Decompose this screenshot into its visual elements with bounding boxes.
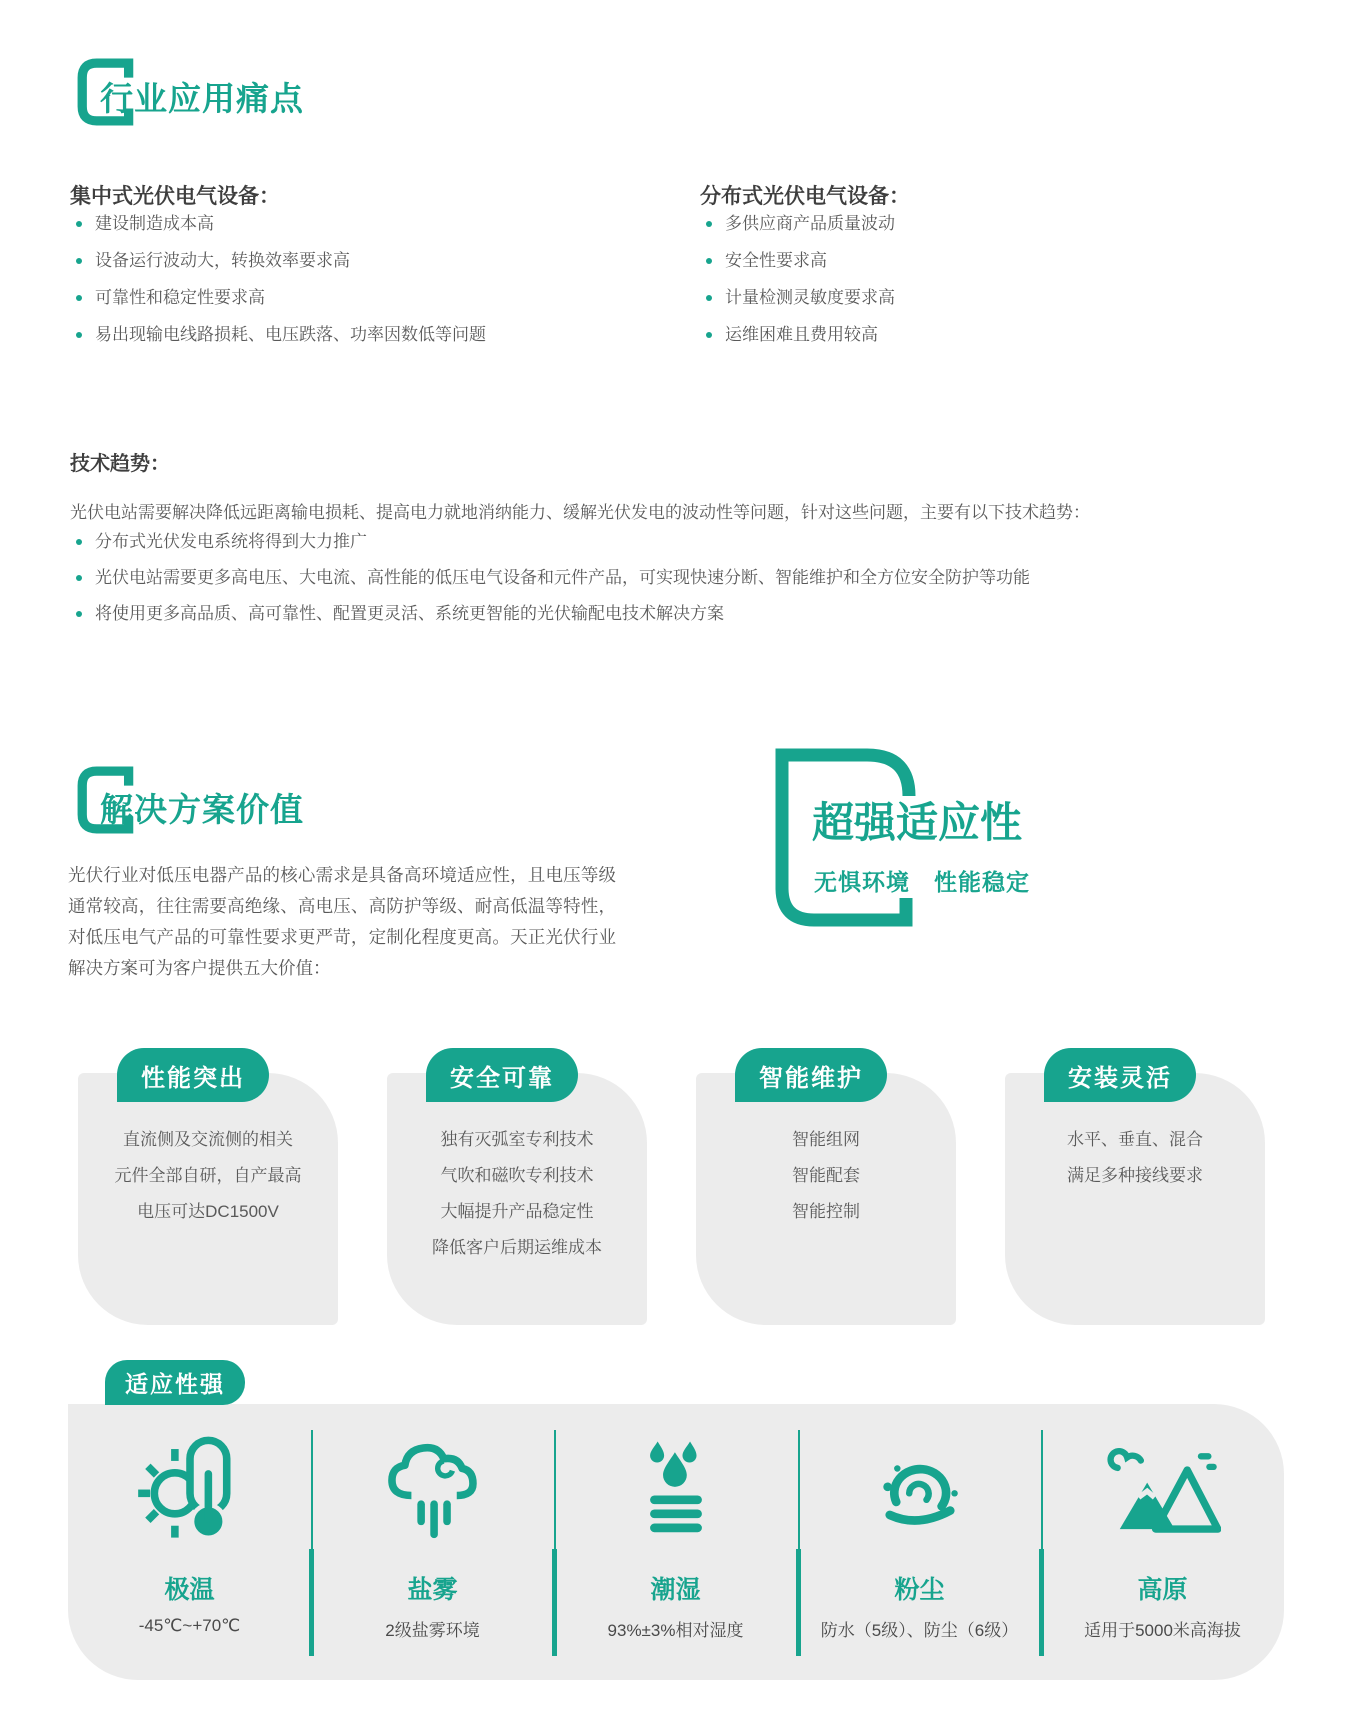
list-item-text: 运维困难且费用较高: [725, 325, 878, 344]
list-item: [70, 569, 1030, 587]
distributed-pv-heading: 分布式光伏电气设备：: [700, 185, 910, 208]
adaptability-item: [798, 1404, 1041, 1641]
list-item: [70, 533, 1030, 551]
bullet-dot: [76, 221, 82, 227]
value-card-badge: 智能维护: [735, 1048, 887, 1102]
adaptability-title: 高原: [1137, 1576, 1188, 1604]
value-card: [1005, 1073, 1265, 1325]
list-item-text: 分布式光伏发电系统将得到大力推广: [95, 532, 367, 551]
adaptability-title: 极温: [164, 1576, 215, 1604]
list-item-text: 将使用更多高品质、高可靠性、配置更灵活、系统更智能的光伏输配电技术解决方案: [95, 604, 724, 623]
list-item-text: 可靠性和稳定性要求高: [95, 288, 265, 307]
value-card: [696, 1073, 956, 1325]
centralized-pv-heading: 集中式光伏电气设备：: [70, 185, 280, 208]
tech-trend-intro: 光伏电站需要解决降低远距离输电损耗、提高电力就地消纳能力、缓解光伏发电的波动性等问题，针对这些问题，主要有以下技术趋势：: [70, 503, 1090, 522]
card-line: 独有灭弧室专利技术: [440, 1130, 594, 1149]
value-card-badge: 安装灵活: [1044, 1048, 1196, 1102]
adaptability-desc: 2级盐雾环境: [385, 1621, 480, 1640]
icon-wrap: [1041, 1430, 1284, 1548]
bullet-dot: [76, 539, 82, 545]
bullet-dot: [76, 295, 82, 301]
callout-title: 超强适应性: [812, 799, 1023, 846]
bullet-dot: [706, 258, 712, 264]
list-item: [700, 215, 895, 233]
distributed-pv-list: [700, 215, 895, 363]
adaptability-band: [68, 1404, 1284, 1680]
card-line: 降低客户后期运维成本: [432, 1238, 602, 1257]
list-item: [70, 215, 486, 233]
value-card-badge: 安全可靠: [426, 1048, 578, 1102]
card-line: 元件全部自研，自产最高: [114, 1166, 302, 1185]
salt-fog-icon: [379, 1435, 487, 1543]
icon-wrap: [554, 1430, 797, 1548]
adaptability-title: 潮湿: [650, 1576, 701, 1604]
adaptability-title: 粉尘: [894, 1576, 945, 1604]
adaptability-badge: 适应性强: [105, 1360, 245, 1405]
list-item: [70, 252, 486, 270]
value-card-badge: 性能突出: [117, 1048, 269, 1102]
list-item-text: 计量检测灵敏度要求高: [725, 288, 895, 307]
adaptability-item: [68, 1404, 311, 1636]
icon-wrap: [68, 1430, 311, 1548]
callout-subtitle: 无惧环境 性能稳定: [814, 869, 1030, 895]
adaptability-item: [311, 1404, 554, 1641]
list-item: [70, 326, 486, 344]
high-altitude-icon: [1105, 1435, 1221, 1543]
card-line: 智能配套: [792, 1166, 860, 1185]
icon-wrap: [798, 1430, 1041, 1548]
list-item: [700, 252, 895, 270]
list-item-text: 安全性要求高: [725, 251, 827, 270]
adaptability-desc: 防水（5级）、防尘（6级）: [820, 1621, 1019, 1640]
list-item: [700, 326, 895, 344]
value-card: [78, 1073, 338, 1325]
list-item-text: 设备运行波动大，转换效率要求高: [95, 251, 350, 270]
card-line: 智能组网: [792, 1130, 860, 1149]
adaptability-item: [1041, 1404, 1284, 1641]
tech-trend-heading: 技术趋势：: [70, 453, 170, 475]
tech-trend-list: [70, 533, 1030, 641]
list-item-text: 光伏电站需要更多高电压、大电流、高性能的低压电气设备和元件产品，可实现快速分断、智能维护和全方位安全防护等功能: [95, 568, 1030, 587]
adaptability-desc: 93%±3%相对湿度: [607, 1621, 744, 1640]
adaptability-desc: 适用于5000米高海拔: [1084, 1621, 1241, 1640]
card-line: 气吹和磁吹专利技术: [440, 1166, 594, 1185]
adaptability-title: 盐雾: [407, 1576, 458, 1604]
list-item: [70, 605, 1030, 623]
pain-section-title: 行业应用痛点: [100, 80, 304, 117]
bullet-dot: [706, 221, 712, 227]
value-card: [387, 1073, 647, 1325]
bullet-dot: [76, 258, 82, 264]
card-line: 大幅提升产品稳定性: [440, 1202, 594, 1221]
card-line: 满足多种接线要求: [1067, 1166, 1203, 1185]
list-item-text: 多供应商产品质量波动: [725, 214, 895, 233]
icon-wrap: [311, 1430, 554, 1548]
card-line: 水平、垂直、混合: [1067, 1130, 1203, 1149]
bullet-dot: [706, 295, 712, 301]
adaptability-desc: -45℃~+70℃: [138, 1616, 241, 1635]
dust-icon: [866, 1435, 974, 1543]
solution-intro: 光伏行业对低压电器产品的核心需求是具备高环境适应性，且电压等级通常较高，往往需要高绝缘、高电压、高防护等级、耐高低温等特性，对低压电气产品的可靠性要求更严苛，定制化程度更高。天正光伏行业解决方案可为客户提供五大价值：: [68, 865, 616, 978]
bullet-dot: [76, 611, 82, 617]
list-item: [700, 289, 895, 307]
centralized-pv-list: [70, 215, 486, 363]
card-line: 直流侧及交流侧的相关: [123, 1130, 293, 1149]
bullet-dot: [76, 332, 82, 338]
bullet-dot: [76, 575, 82, 581]
extreme-temperature-icon: [136, 1435, 244, 1543]
list-item-text: 建设制造成本高: [95, 214, 214, 233]
bullet-dot: [706, 332, 712, 338]
adaptability-item: [554, 1404, 797, 1641]
list-item: [70, 289, 486, 307]
card-line: 电压可达DC1500V: [137, 1202, 279, 1221]
humidity-icon: [622, 1435, 730, 1543]
solution-section-title: 解决方案价值: [100, 791, 304, 828]
list-item-text: 易出现输电线路损耗、电压跌落、功率因数低等问题: [95, 325, 486, 344]
card-line: 智能控制: [792, 1202, 860, 1221]
